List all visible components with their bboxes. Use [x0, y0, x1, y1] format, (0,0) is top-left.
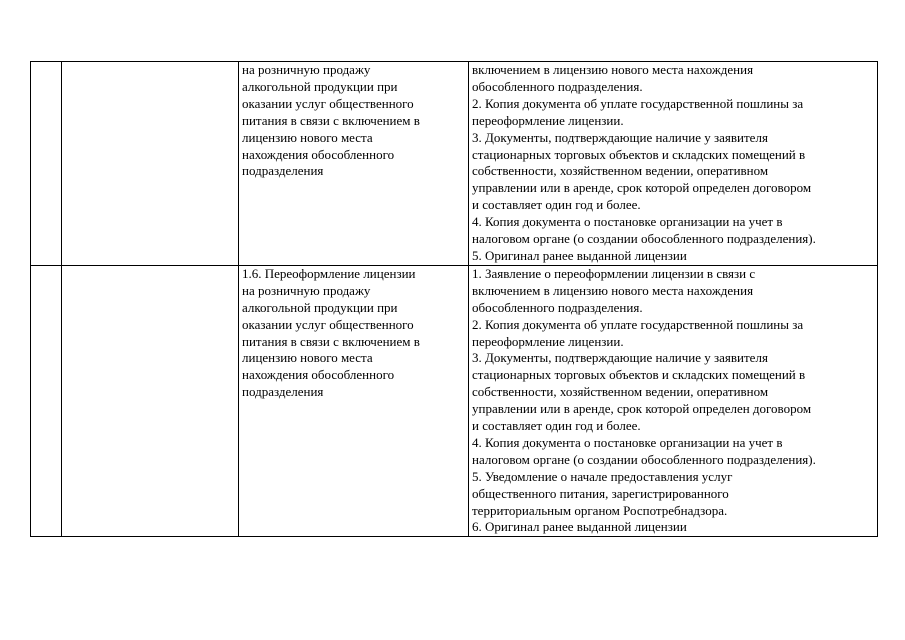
documents-cell	[469, 62, 878, 266]
table-row	[31, 265, 878, 537]
document-line: включением в лицензию нового места нахождения	[472, 62, 754, 77]
service-line: алкогольной продукции при	[242, 299, 398, 315]
service-line: питания в связи с включением в	[242, 333, 420, 349]
service-line: лицензию нового места	[242, 129, 373, 145]
document-line: обособленного подразделения.	[472, 78, 643, 94]
service-line: оказании услуг общественного	[242, 95, 414, 111]
service-line: подразделения	[242, 384, 324, 400]
document-line: 2. Копия документа об уплате государственной пошлины за	[472, 316, 804, 332]
service-line: на розничную продажу	[242, 282, 371, 298]
documents-cell	[469, 265, 878, 537]
service-line: алкогольной продукции при	[242, 78, 398, 94]
document-line: управлении или в аренде, срок которой определен договором	[472, 401, 812, 417]
document-line: стационарных торговых объектов и складских помещений в	[472, 146, 806, 162]
empty-cell	[62, 62, 239, 266]
service-line: 1.6. Переоформление лицензии	[242, 265, 416, 281]
document-line: переоформление лицензии.	[472, 333, 624, 349]
service-line: оказании услуг общественного	[242, 316, 414, 332]
license-documents-table	[30, 61, 878, 537]
document-line: стационарных торговых объектов и складских помещений в	[472, 367, 806, 383]
document-line: налоговом органе (о создании обособленного подразделения).	[472, 451, 816, 467]
document-line: включением в лицензию нового места нахождения	[472, 282, 754, 298]
document-line: 6. Оригинал ранее выданной лицензии	[472, 519, 687, 535]
service-line: подразделения	[242, 163, 324, 179]
document-line: 5. Уведомление о начале предоставления услуг	[472, 468, 733, 484]
document-line: территориальным органом Роспотребнадзора.	[472, 502, 728, 518]
document-line: налоговом органе (о создании обособленного подразделения).	[472, 231, 816, 247]
document-line: 3. Документы, подтверждающие наличие у заявителя	[472, 129, 768, 145]
document-line: 4. Копия документа о постановке организации на учет в	[472, 434, 783, 450]
document-line: 5. Оригинал ранее выданной лицензии	[472, 247, 687, 263]
service-name-cell	[239, 62, 469, 266]
document-line: и составляет один год и более.	[472, 418, 641, 434]
service-line: питания в связи с включением в	[242, 112, 420, 128]
document-line: общественного питания, зарегистрированного	[472, 485, 729, 501]
document-line: собственности, хозяйственном ведении, оперативном	[472, 163, 769, 179]
service-name-cell	[239, 265, 469, 537]
document-line: обособленного подразделения.	[472, 299, 643, 315]
document-line: 3. Документы, подтверждающие наличие у заявителя	[472, 350, 768, 366]
empty-cell	[62, 265, 239, 537]
service-line: нахождения обособленного	[242, 146, 395, 162]
number-cell	[31, 265, 62, 537]
document-line: собственности, хозяйственном ведении, оперативном	[472, 384, 769, 400]
document-line: и составляет один год и более.	[472, 197, 641, 213]
document-line: переоформление лицензии.	[472, 112, 624, 128]
service-line: лицензию нового места	[242, 350, 373, 366]
number-cell	[31, 62, 62, 266]
service-line: нахождения обособленного	[242, 367, 395, 383]
document-line: 2. Копия документа об уплате государственной пошлины за	[472, 95, 804, 111]
service-line: на розничную продажу	[242, 62, 371, 77]
document-line: 1. Заявление о переоформлении лицензии в связи с	[472, 265, 756, 281]
table-row	[31, 62, 878, 266]
document-line: управлении или в аренде, срок которой определен договором	[472, 180, 812, 196]
document-line: 4. Копия документа о постановке организации на учет в	[472, 214, 783, 230]
